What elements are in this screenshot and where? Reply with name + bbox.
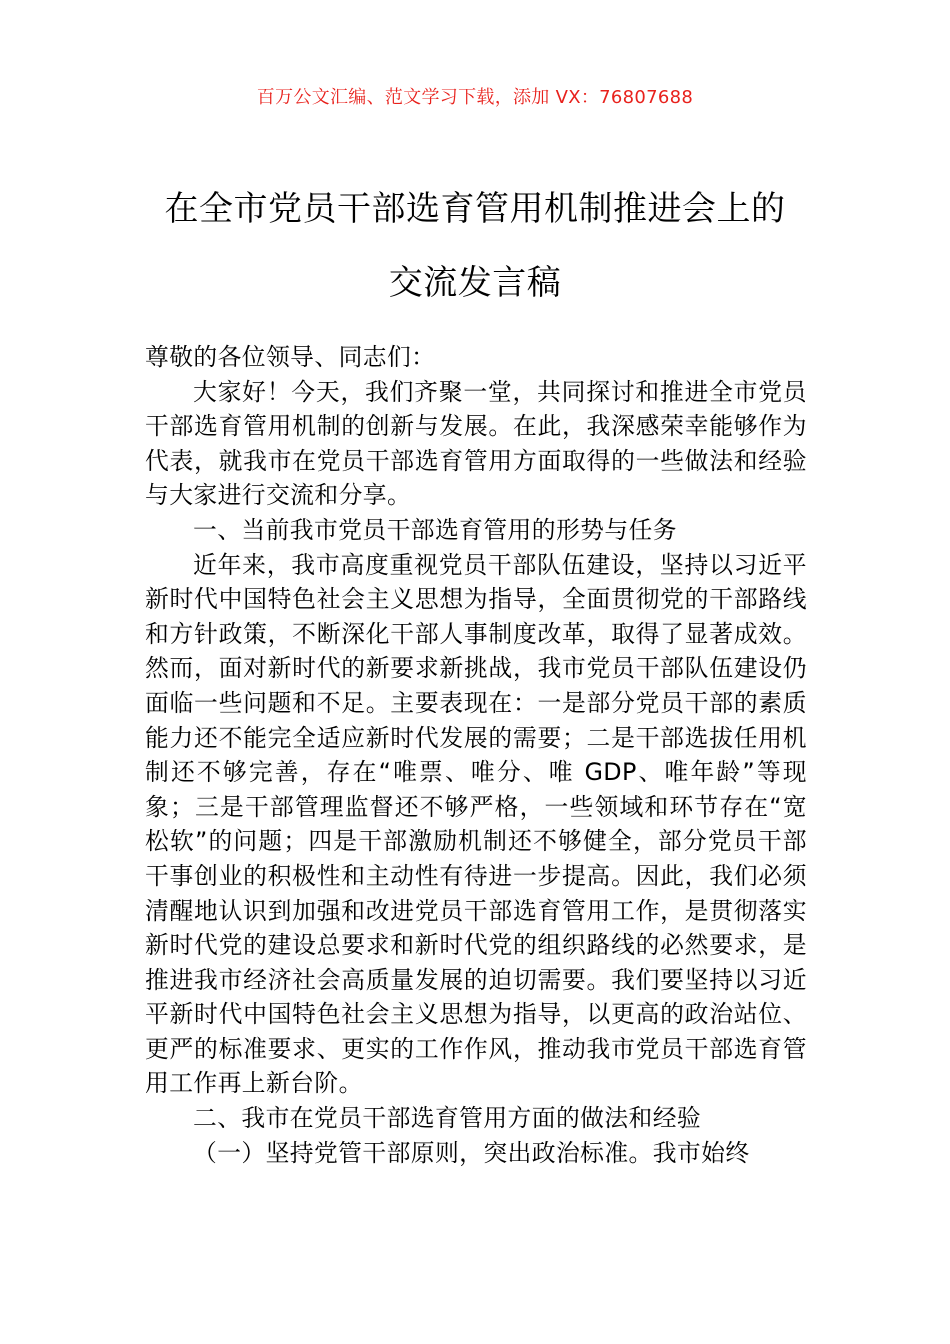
section-heading-1: 一、当前我市党员干部选育管用的形势与任务 xyxy=(193,515,677,544)
header-note: 百万公文汇编、范文学习下载，添加 VX：76807688 xyxy=(256,87,694,108)
paragraph-situation: 近年来，我市高度重视党员干部队伍建设，坚持以习近平新时代中国特色社会主义思想为指导，全面贯彻党的干部路线和方针政策，不断深化干部人事制度改革，取得了显著成效。然而，面对新时代的新要求新挑战，我市党员干部队伍建设仍面临一些问题和不足。主要表现在：一是部分党员干部的素质能力还不能完全适应新时代发展的需要；二是干部选拔任用机制还不够完善，存在“唯票、唯分、唯 GDP、唯年龄”等现象；三是干部管理监督还不够严格，一些领域和环节存在“宽松软”的问题；四是干部激励机制还不够健全，部分党员干部干事创业的积极性和主动性有待进一步提高。因此，我们必须清醒地认识到加强和改进党员干部选育管用工作，是贯彻落实新时代党的建设总要求和新时代党的组织路线的必然要求，是推进我市经济社会高质量发展的迫切需要。我们要坚持以习近平新时代中国特色社会主义思想为指导，以更高的政治站位、更严的标准要求、更实的工作作风，推动我市党员干部选育管用工作再上新台阶。 xyxy=(145,550,807,1098)
document-title xyxy=(100,172,850,320)
paragraph-greeting: 大家好！今天，我们齐聚一堂，共同探讨和推进全市党员干部选育管用机制的创新与发展。在此，我深感荣幸能够作为代表，就我市在党员干部选育管用方面取得的一些做法和经验与大家进行交流和分享。 xyxy=(145,377,807,510)
document-body xyxy=(145,340,807,1170)
title-line-1: 在全市党员干部选育管用机制推进会上的 xyxy=(164,189,786,229)
salutation: 尊敬的各位领导、同志们： xyxy=(145,343,436,371)
paragraph-subsection-1: （一）坚持党管干部原则，突出政治标准。我市始终 xyxy=(193,1138,750,1167)
title-line-2: 交流发言稿 xyxy=(388,263,562,303)
section-heading-2: 二、我市在党员干部选育管用方面的做法和经验 xyxy=(193,1104,702,1133)
